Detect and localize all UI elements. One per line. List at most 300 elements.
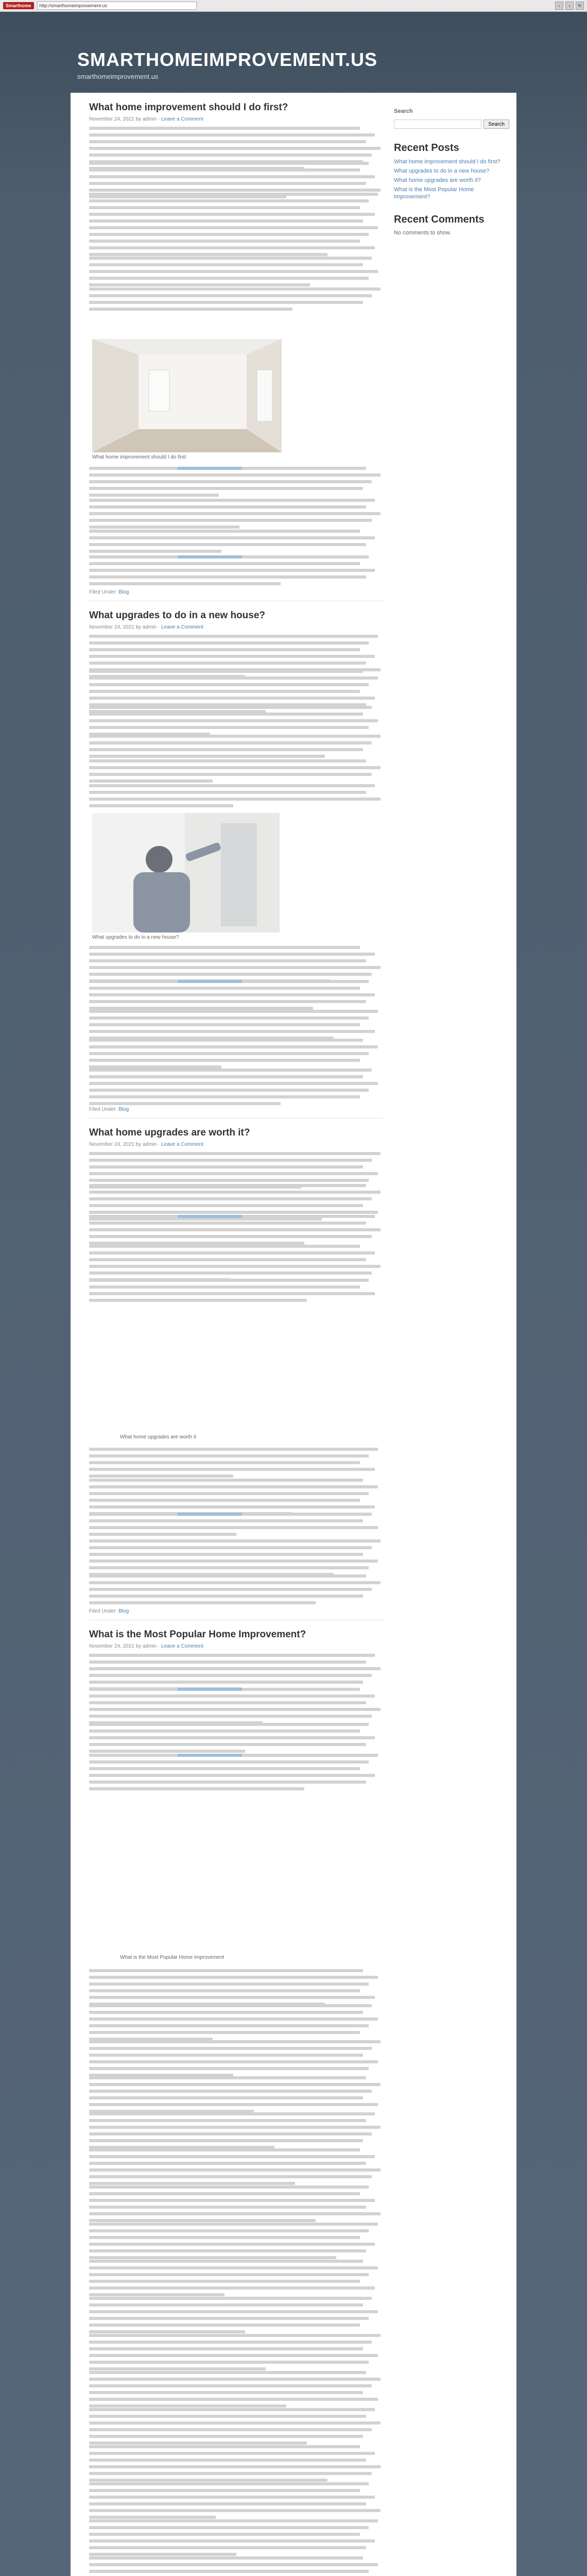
post-body: [89, 1574, 384, 1608]
text-line: [89, 1539, 381, 1543]
recent-comments-title: Recent Comments: [394, 214, 485, 225]
comment-link[interactable]: Leave a Comment: [161, 624, 203, 630]
text-line: [89, 1667, 381, 1670]
recent-post-link[interactable]: What is the Most Popular Home Improvement?: [394, 187, 474, 200]
text-line: [89, 2415, 366, 2418]
text-line: [89, 550, 221, 553]
text-line: [89, 1468, 375, 1471]
text-line: [89, 1708, 381, 1711]
text-line: [89, 2563, 378, 2566]
text-line: [89, 1479, 363, 1482]
post: [89, 1629, 384, 1649]
text-line: [89, 1069, 372, 1072]
text-line: [89, 2067, 369, 2070]
inline-link[interactable]: [178, 1688, 243, 1691]
text-line: [89, 257, 372, 260]
inline-link[interactable]: [178, 980, 243, 983]
text-line: [89, 804, 233, 807]
text-line: [89, 2317, 369, 2320]
text-line: [89, 308, 292, 311]
text-line: [89, 283, 310, 286]
filed-under-label: Filed Under:: [89, 589, 117, 595]
text-line: [89, 582, 281, 585]
post-image: [120, 1308, 274, 1431]
text-line: [89, 2076, 366, 2079]
post-body: [89, 2260, 384, 2300]
post-title[interactable]: What is the Most Popular Home Improvement?: [89, 1629, 306, 1640]
text-line: [89, 2040, 381, 2043]
search-label: Search: [394, 108, 413, 114]
text-line: [89, 1152, 381, 1155]
text-line: [89, 1292, 375, 1295]
text-line: [89, 2139, 363, 2142]
text-line: [89, 748, 363, 751]
category-link[interactable]: Blog: [118, 1608, 129, 1614]
text-line: [89, 147, 381, 150]
text-line: [89, 1982, 369, 1986]
text-line: [89, 2004, 372, 2007]
post-body: [89, 980, 384, 1013]
image-caption: What home improvement should I do first: [92, 454, 186, 460]
text-line: [89, 1723, 369, 1726]
text-line: [89, 199, 369, 202]
text-line: [89, 2132, 372, 2136]
text-line: [89, 1039, 363, 1042]
text-line: [89, 2482, 369, 2485]
text-line: [89, 2182, 295, 2185]
text-line: [89, 487, 363, 490]
text-line: [89, 2297, 372, 2300]
text-line: [89, 1546, 372, 1549]
text-line: [89, 2452, 375, 2455]
text-line: [89, 655, 375, 658]
image-caption: What upgrades to do in a new house?: [92, 935, 179, 940]
post-body: [89, 1215, 384, 1248]
text-line: [89, 1743, 366, 1746]
text-line: [89, 2155, 375, 2158]
text-line: [89, 641, 369, 645]
recent-comments-text: No comments to show.: [394, 230, 452, 236]
text-line: [89, 1750, 245, 1753]
text-line: [89, 1197, 372, 1200]
text-line: [89, 2273, 369, 2276]
text-line: [89, 1553, 363, 1556]
text-line: [89, 2192, 360, 2195]
text-line: [89, 512, 381, 515]
text-line: [89, 226, 378, 229]
post-body: [89, 1279, 384, 1306]
text-line: [89, 987, 360, 990]
text-line: [89, 213, 375, 216]
text-line: [89, 1222, 366, 1225]
text-line: [89, 1595, 363, 1598]
text-line: [89, 1095, 360, 1098]
post-title[interactable]: What home upgrades are worth it?: [89, 1127, 250, 1138]
post-footer: [89, 1608, 129, 1614]
text-line: [89, 697, 375, 700]
text-line: [89, 1969, 363, 1972]
text-line: [89, 1454, 369, 1458]
recent-posts-list: [394, 158, 509, 200]
post-body: [89, 784, 384, 811]
text-line: [89, 2249, 366, 2252]
text-line: [89, 735, 381, 738]
text-line: [89, 2496, 375, 2499]
post-body: [89, 1069, 384, 1109]
reload-icon[interactable]: ↻: [576, 2, 584, 10]
text-line: [89, 2047, 372, 2050]
text-line: [89, 670, 363, 673]
post-body: [89, 735, 384, 761]
text-line: [89, 1730, 360, 1733]
text-line: [89, 2018, 378, 2021]
text-line: [89, 2421, 381, 2425]
text-line: [89, 2384, 372, 2387]
text-line: [89, 1588, 372, 1591]
text-line: [89, 175, 375, 178]
post-meta: November 24, 2021 by admin · Leave a Comment: [89, 1643, 203, 1649]
text-line: [89, 662, 366, 665]
text-line: [89, 1519, 363, 1522]
text-line: [89, 966, 381, 969]
text-line: [89, 2090, 372, 2093]
post-body: [89, 1539, 384, 1580]
post-body: [89, 759, 384, 786]
text-line: [89, 1159, 372, 1162]
text-line: [89, 270, 378, 273]
post-body: [89, 1448, 384, 1481]
post-meta: November 24, 2021 by admin · Leave a Comment: [89, 116, 203, 122]
text-line: [89, 505, 366, 509]
post-body: [89, 1039, 384, 1072]
post-body: [89, 219, 384, 260]
text-line: [89, 1211, 378, 1214]
text-line: [89, 2347, 363, 2350]
text-line: [89, 766, 381, 769]
text-line: [89, 2162, 366, 2165]
text-line: [89, 2489, 360, 2492]
text-line: [89, 2435, 363, 2438]
text-line: [89, 246, 375, 249]
inline-link[interactable]: [178, 1513, 243, 1516]
text-line: [89, 1059, 360, 1062]
text-line: [89, 1989, 360, 1992]
post-image: [92, 813, 280, 933]
text-line: [89, 2442, 307, 2445]
text-line: [89, 2361, 369, 2364]
back-icon[interactable]: ‹: [555, 2, 563, 10]
text-line: [89, 1165, 363, 1168]
recent-comments-widget: [394, 214, 509, 236]
text-line: [89, 993, 375, 996]
text-line: [89, 233, 369, 236]
category-link[interactable]: Blog: [118, 589, 129, 595]
post-body: [89, 2004, 384, 2044]
text-line: [89, 1461, 360, 1464]
text-line: [89, 1781, 366, 1784]
inline-link[interactable]: [178, 1754, 243, 1757]
text-line: [89, 1701, 366, 1704]
recent-posts-widget: [394, 142, 509, 200]
text-line: [89, 683, 369, 686]
comment-link[interactable]: Leave a Comment: [161, 1643, 203, 1649]
text-line: [89, 2539, 375, 2543]
text-line: [89, 499, 375, 502]
search-row: [394, 120, 509, 129]
text-line: [89, 1475, 233, 1478]
browser-toolbar: [0, 0, 587, 12]
text-line: [89, 2054, 363, 2057]
text-line: [89, 301, 363, 304]
text-line: [89, 133, 375, 137]
text-line: [89, 759, 366, 762]
text-line: [89, 1774, 375, 1777]
text-line: [89, 2219, 316, 2222]
text-line: [89, 1191, 381, 1194]
post-meta: November 24, 2021 by admin · Leave a Comment: [89, 1142, 203, 1147]
comment-link[interactable]: Leave a Comment: [161, 1142, 203, 1147]
text-line: [89, 648, 360, 651]
placeholder-image: [120, 1308, 274, 1431]
text-line: [89, 2459, 366, 2462]
text-line: [89, 726, 369, 729]
text-line: [89, 2293, 225, 2296]
text-line: [89, 543, 366, 546]
text-line: [89, 2280, 360, 2283]
text-line: [89, 2533, 360, 2536]
post-body: [89, 1723, 384, 1756]
text-line: [89, 2516, 216, 2519]
text-line: [89, 2303, 363, 2307]
post-body: [89, 555, 384, 589]
post-body: [89, 530, 384, 556]
text-line: [89, 773, 372, 776]
text-line: [89, 162, 369, 165]
text-line: [89, 1674, 372, 1677]
text-line: [89, 1499, 360, 1502]
post-body: [89, 1754, 384, 1794]
text-line: [89, 2024, 369, 2027]
post-footer: [89, 1107, 129, 1112]
inline-link[interactable]: [178, 1215, 243, 1218]
text-line: [89, 182, 366, 185]
text-line: [89, 2112, 375, 2115]
text-line: [89, 1976, 378, 1979]
text-line: [89, 189, 381, 192]
search-button[interactable]: Search: [484, 120, 509, 129]
site-title[interactable]: SMARTHOMEIMPROVEMENT.US: [77, 49, 378, 70]
text-line: [89, 2256, 336, 2259]
worker-image: [92, 813, 280, 933]
text-line: [89, 1023, 360, 1026]
recent-post-link[interactable]: What home upgrades are worth it?: [394, 177, 481, 183]
text-line: [89, 1533, 236, 1536]
inline-link[interactable]: [178, 555, 243, 558]
text-line: [89, 1228, 381, 1231]
text-line: [89, 1279, 369, 1282]
post-date-author: November 24, 2021 by admin: [89, 1643, 157, 1649]
text-line: [89, 1760, 369, 1764]
category-link[interactable]: Blog: [118, 1107, 129, 1112]
post-meta: November 24, 2021 by admin · Leave a Comment: [89, 624, 203, 630]
filed-under-label: Filed Under:: [89, 1608, 117, 1614]
inline-link[interactable]: [178, 467, 243, 470]
text-line: [89, 1251, 375, 1255]
text-line: [89, 1075, 363, 1078]
post-body: [89, 2334, 384, 2374]
sidebar: [394, 108, 509, 236]
text-line: [89, 2031, 360, 2034]
text-line: [89, 973, 372, 976]
post-title[interactable]: What upgrades to do in a new house?: [89, 610, 266, 621]
text-line: [89, 2553, 236, 2556]
post-date-author: November 24, 2021 by admin: [89, 1142, 157, 1147]
text-line: [89, 2060, 378, 2063]
text-line: [89, 1204, 363, 1207]
text-line: [89, 1102, 281, 1105]
post-body: [89, 2185, 384, 2226]
text-line: [89, 2556, 363, 2560]
text-line: [89, 676, 378, 680]
text-line: [89, 1601, 316, 1604]
text-line: [89, 1299, 307, 1302]
browser-logo: Smarthome: [3, 2, 34, 9]
text-line: [89, 635, 378, 638]
text-line: [89, 2378, 381, 2381]
text-line: [89, 1179, 369, 1182]
text-line: [89, 2391, 363, 2394]
text-line: [89, 193, 378, 196]
text-line: [89, 1272, 372, 1275]
text-line: [89, 2212, 381, 2215]
placeholder-image: [120, 1797, 274, 1952]
text-line: [89, 690, 360, 693]
post-body: [89, 467, 384, 500]
text-line: [89, 519, 372, 522]
text-line: [89, 2371, 366, 2374]
site-tagline: smarthomeimprovement.us: [77, 73, 159, 80]
text-line: [89, 569, 375, 572]
post-body: [89, 1969, 384, 2009]
text-line: [89, 1016, 369, 1020]
text-line: [89, 1581, 381, 1584]
text-line: [89, 1172, 378, 1175]
post-title[interactable]: What home improvement should I do first?: [89, 102, 288, 113]
room-image: [92, 339, 282, 452]
text-line: [89, 294, 372, 297]
text-line: [89, 2398, 378, 2401]
text-line: [89, 2479, 327, 2482]
text-line: [89, 2236, 360, 2239]
text-line: [89, 127, 360, 130]
text-line: [89, 719, 378, 722]
recent-post-link[interactable]: What upgrades to do in a new house?: [394, 168, 490, 174]
post-body: [89, 2297, 384, 2337]
post-body: [89, 1513, 384, 1539]
text-line: [89, 1715, 372, 1718]
text-line: [89, 2243, 375, 2246]
text-line: [89, 2310, 378, 2313]
text-line: [89, 2324, 360, 2327]
text-line: [89, 240, 360, 243]
text-line: [89, 2341, 372, 2344]
text-line: [89, 526, 239, 529]
post-body: [89, 2112, 384, 2153]
text-line: [89, 2428, 372, 2431]
post-date-author: November 24, 2021 by admin: [89, 624, 157, 630]
text-line: [89, 1448, 378, 1451]
text-line: [89, 287, 381, 291]
text-line: [89, 1694, 375, 1698]
comment-link[interactable]: Leave a Comment: [161, 116, 203, 122]
post-body: [89, 2482, 384, 2522]
text-line: [89, 575, 366, 579]
text-line: [89, 706, 372, 709]
post-image: [92, 339, 282, 452]
text-line: [89, 140, 366, 143]
text-line: [89, 713, 363, 716]
recent-post-link[interactable]: What home improvement should I do first?: [394, 159, 500, 165]
forward-icon[interactable]: ›: [565, 2, 574, 10]
text-line: [89, 1258, 366, 1261]
text-line: [89, 1681, 363, 1684]
text-line: [89, 2570, 369, 2573]
text-line: [89, 1660, 366, 1664]
text-line: [89, 798, 381, 801]
text-line: [89, 2119, 366, 2122]
post-body: [89, 1688, 384, 1728]
post-body: [89, 2148, 384, 2189]
text-line: [89, 1526, 378, 1529]
text-line: [89, 206, 360, 209]
text-line: [89, 2175, 372, 2178]
text-line: [89, 480, 372, 483]
text-line: [89, 277, 369, 280]
text-line: [89, 1485, 378, 1488]
text-line: [89, 1560, 378, 1563]
post-body: [89, 2076, 384, 2116]
post-body: [89, 2556, 384, 2576]
text-line: [89, 2206, 366, 2209]
text-line: [89, 1492, 369, 1495]
site-header: [77, 49, 377, 80]
text-line: [89, 2408, 375, 2411]
address-bar[interactable]: http://smarthomeimprovement.us: [37, 2, 197, 10]
text-line: [89, 1996, 375, 1999]
post-body: [89, 257, 384, 290]
text-line: [89, 1052, 369, 1055]
text-line: [89, 1235, 372, 1238]
post-body: [89, 499, 384, 532]
text-line: [89, 494, 219, 497]
search-input[interactable]: [394, 120, 481, 129]
text-line: [89, 2367, 266, 2370]
text-line: [89, 1736, 375, 1739]
text-line: [89, 2519, 378, 2522]
text-line: [89, 2260, 363, 2263]
text-line: [89, 1767, 360, 1770]
text-line: [89, 2445, 360, 2448]
text-line: [89, 1010, 378, 1013]
search-widget: [394, 108, 509, 129]
text-line: [89, 2354, 378, 2357]
text-line: [89, 1574, 366, 1578]
text-line: [89, 2526, 369, 2529]
text-line: [89, 253, 327, 256]
text-line: [89, 2330, 245, 2333]
post-body: [89, 2371, 384, 2411]
text-line: [89, 755, 325, 758]
